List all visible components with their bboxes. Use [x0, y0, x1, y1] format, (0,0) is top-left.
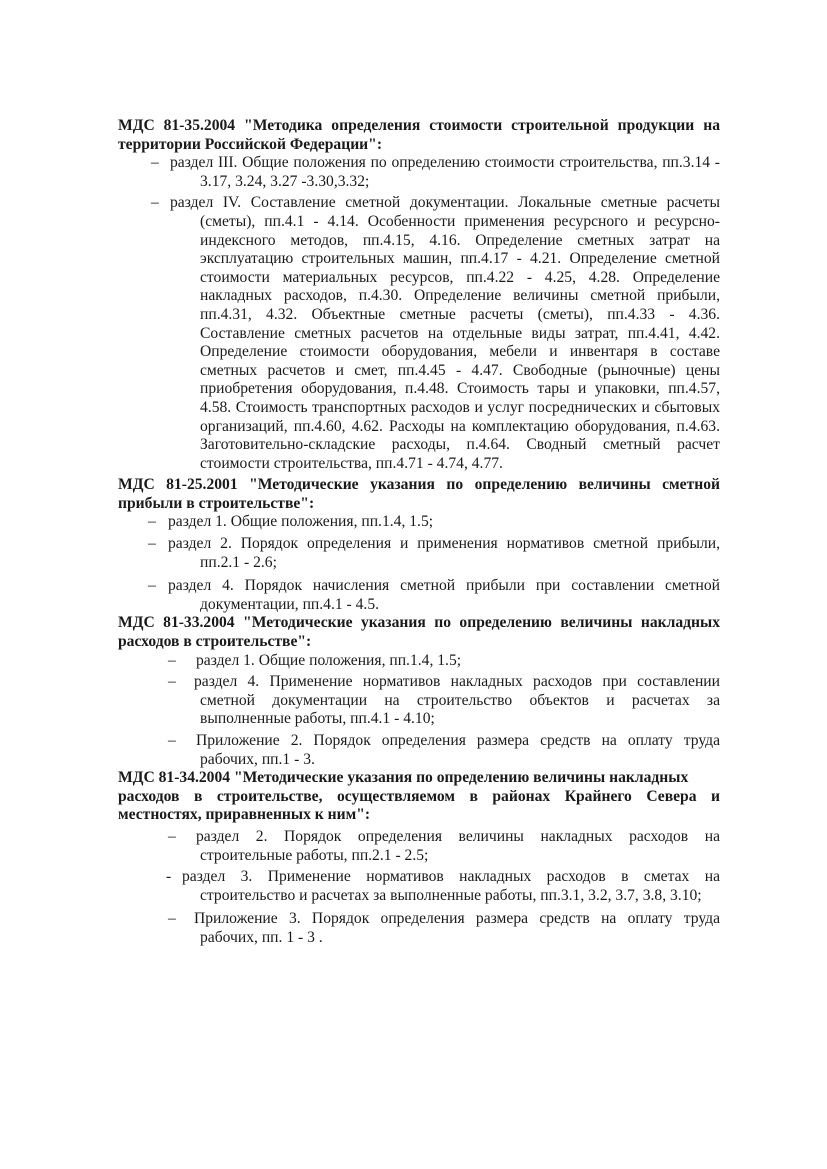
- list-item-text: раздел 2. Порядок определения величины накладных расходов на строительные работы, пп.2.1 - 2.5;: [196, 827, 720, 864]
- list-dash: –: [148, 577, 156, 595]
- list-item: [118, 673, 720, 729]
- list-dash: –: [148, 513, 156, 531]
- list-item: [118, 513, 720, 532]
- list-dash: –: [168, 732, 176, 749]
- list-dash: –: [151, 154, 159, 172]
- list-item: [118, 194, 720, 473]
- list-item: [118, 828, 720, 865]
- section-heading-mds-81-35: МДС 81-35.2004 "Методика определения стоимости строительной продукции на территории Российской Федерации":: [118, 117, 720, 153]
- list-dash: –: [168, 827, 176, 845]
- list-dash: -: [166, 868, 172, 886]
- list-item-text: Приложение 2. Порядок определения размера средств на оплату труда рабочих, пп.1 - 3.: [196, 732, 720, 768]
- list-item-text: раздел IV. Составление сметной документации. Локальные сметные расчеты (сметы), пп.4.1 - 4.14. Особенности применения ресурсного и ресурсно-индексного методов, пп.4.15, 4.16. Определение сметных затрат на эксплуатацию строительных машин, пп.4.17 - 4.21. Определение сметной стоимости материальных ресурсов, пп.4.22 - 4.25, 4.28. Определение накладных расходов, п.4.30. Определение величины сметной прибыли, пп.4.31, 4.32. Объектные сметные расчеты (сметы), пп.4.33 - 4.36. Составление сметных расчетов на отдельные виды затрат, пп.4.41, 4.42. Определение стоимости оборудования, мебели и инвентаря в составе сметных расчетов и смет, пп.4.45 - 4.47. Свободные (рыночные) цены приобретения оборудования, п.4.48. Стоимость тары и упаковки, пп.4.57, 4.58. Стоимость транспортных расходов и услуг посреднических и сбытовых организаций, пп.4.60, 4.62. Расходы на комплектацию оборудования, п.4.63. Заготовительно-складские расходы, п.4.64. Сводный сметный расчет стоимости строительства, пп.4.71 - 4.74, 4.77.: [170, 194, 720, 472]
- section-heading-mds-81-25: МДС 81-25.2001 "Методические указания по определению величины сметной прибыли в строительстве":: [118, 476, 720, 512]
- list-item-text: раздел III. Общие положения по определению стоимости строительства, пп.3.14 - 3.17, 3.24, 3.27 -3.30,3.32;: [170, 154, 720, 190]
- list-item: [118, 652, 720, 671]
- list-item-text: раздел 2. Порядок определения и применения нормативов сметной прибыли, пп.2.1 - 2.6;: [168, 535, 720, 571]
- list-dash: –: [168, 651, 176, 669]
- list-item-text: раздел 4. Порядок начисления сметной прибыли при составлении сметной документации, пп.4.1 - 4.5.: [168, 577, 720, 613]
- list-dash: –: [168, 673, 176, 691]
- document-body: [118, 117, 720, 948]
- list-item: [118, 732, 720, 769]
- list-dash: –: [168, 910, 176, 928]
- section-heading-mds-81-33: МДС 81-33.2004 "Методические указания по определению величины накладных расходов в строительстве":: [118, 614, 720, 651]
- list-item: [118, 154, 720, 191]
- list-item-text: раздел 4. Применение нормативов накладных расходов при составлении сметной документации на строительство объектов и расчетах за выполненные работы, пп.4.1 - 4.10;: [194, 673, 720, 728]
- list-item-text: раздел 3. Применение нормативов накладных расходов в сметах на строительство и расчетах за выполненные работы, пп.3.1, 3.2, 3.7, 3.8, 3.10;: [182, 868, 720, 904]
- list-item: [118, 535, 720, 572]
- list-item-text: Приложение 3. Порядок определения размера средств на оплату труда рабочих, пп. 1 - 3 .: [194, 910, 720, 946]
- list-dash: –: [148, 535, 156, 553]
- list-item: [118, 868, 720, 905]
- list-item: [118, 577, 720, 614]
- list-item: [118, 910, 720, 947]
- list-item-text: раздел 1. Общие положения, пп.1.4, 1.5;: [196, 651, 462, 669]
- list-dash: –: [151, 194, 159, 212]
- list-item-text: раздел 1. Общие положения, пп.1.4, 1.5;: [168, 513, 434, 531]
- section-heading-mds-81-34: МДС 81-34.2004 "Методические указания по определению величины накладных расходов в строительстве, осуществляемом в районах Крайнего Севера и местностях, приравненных к ним":: [118, 769, 720, 824]
